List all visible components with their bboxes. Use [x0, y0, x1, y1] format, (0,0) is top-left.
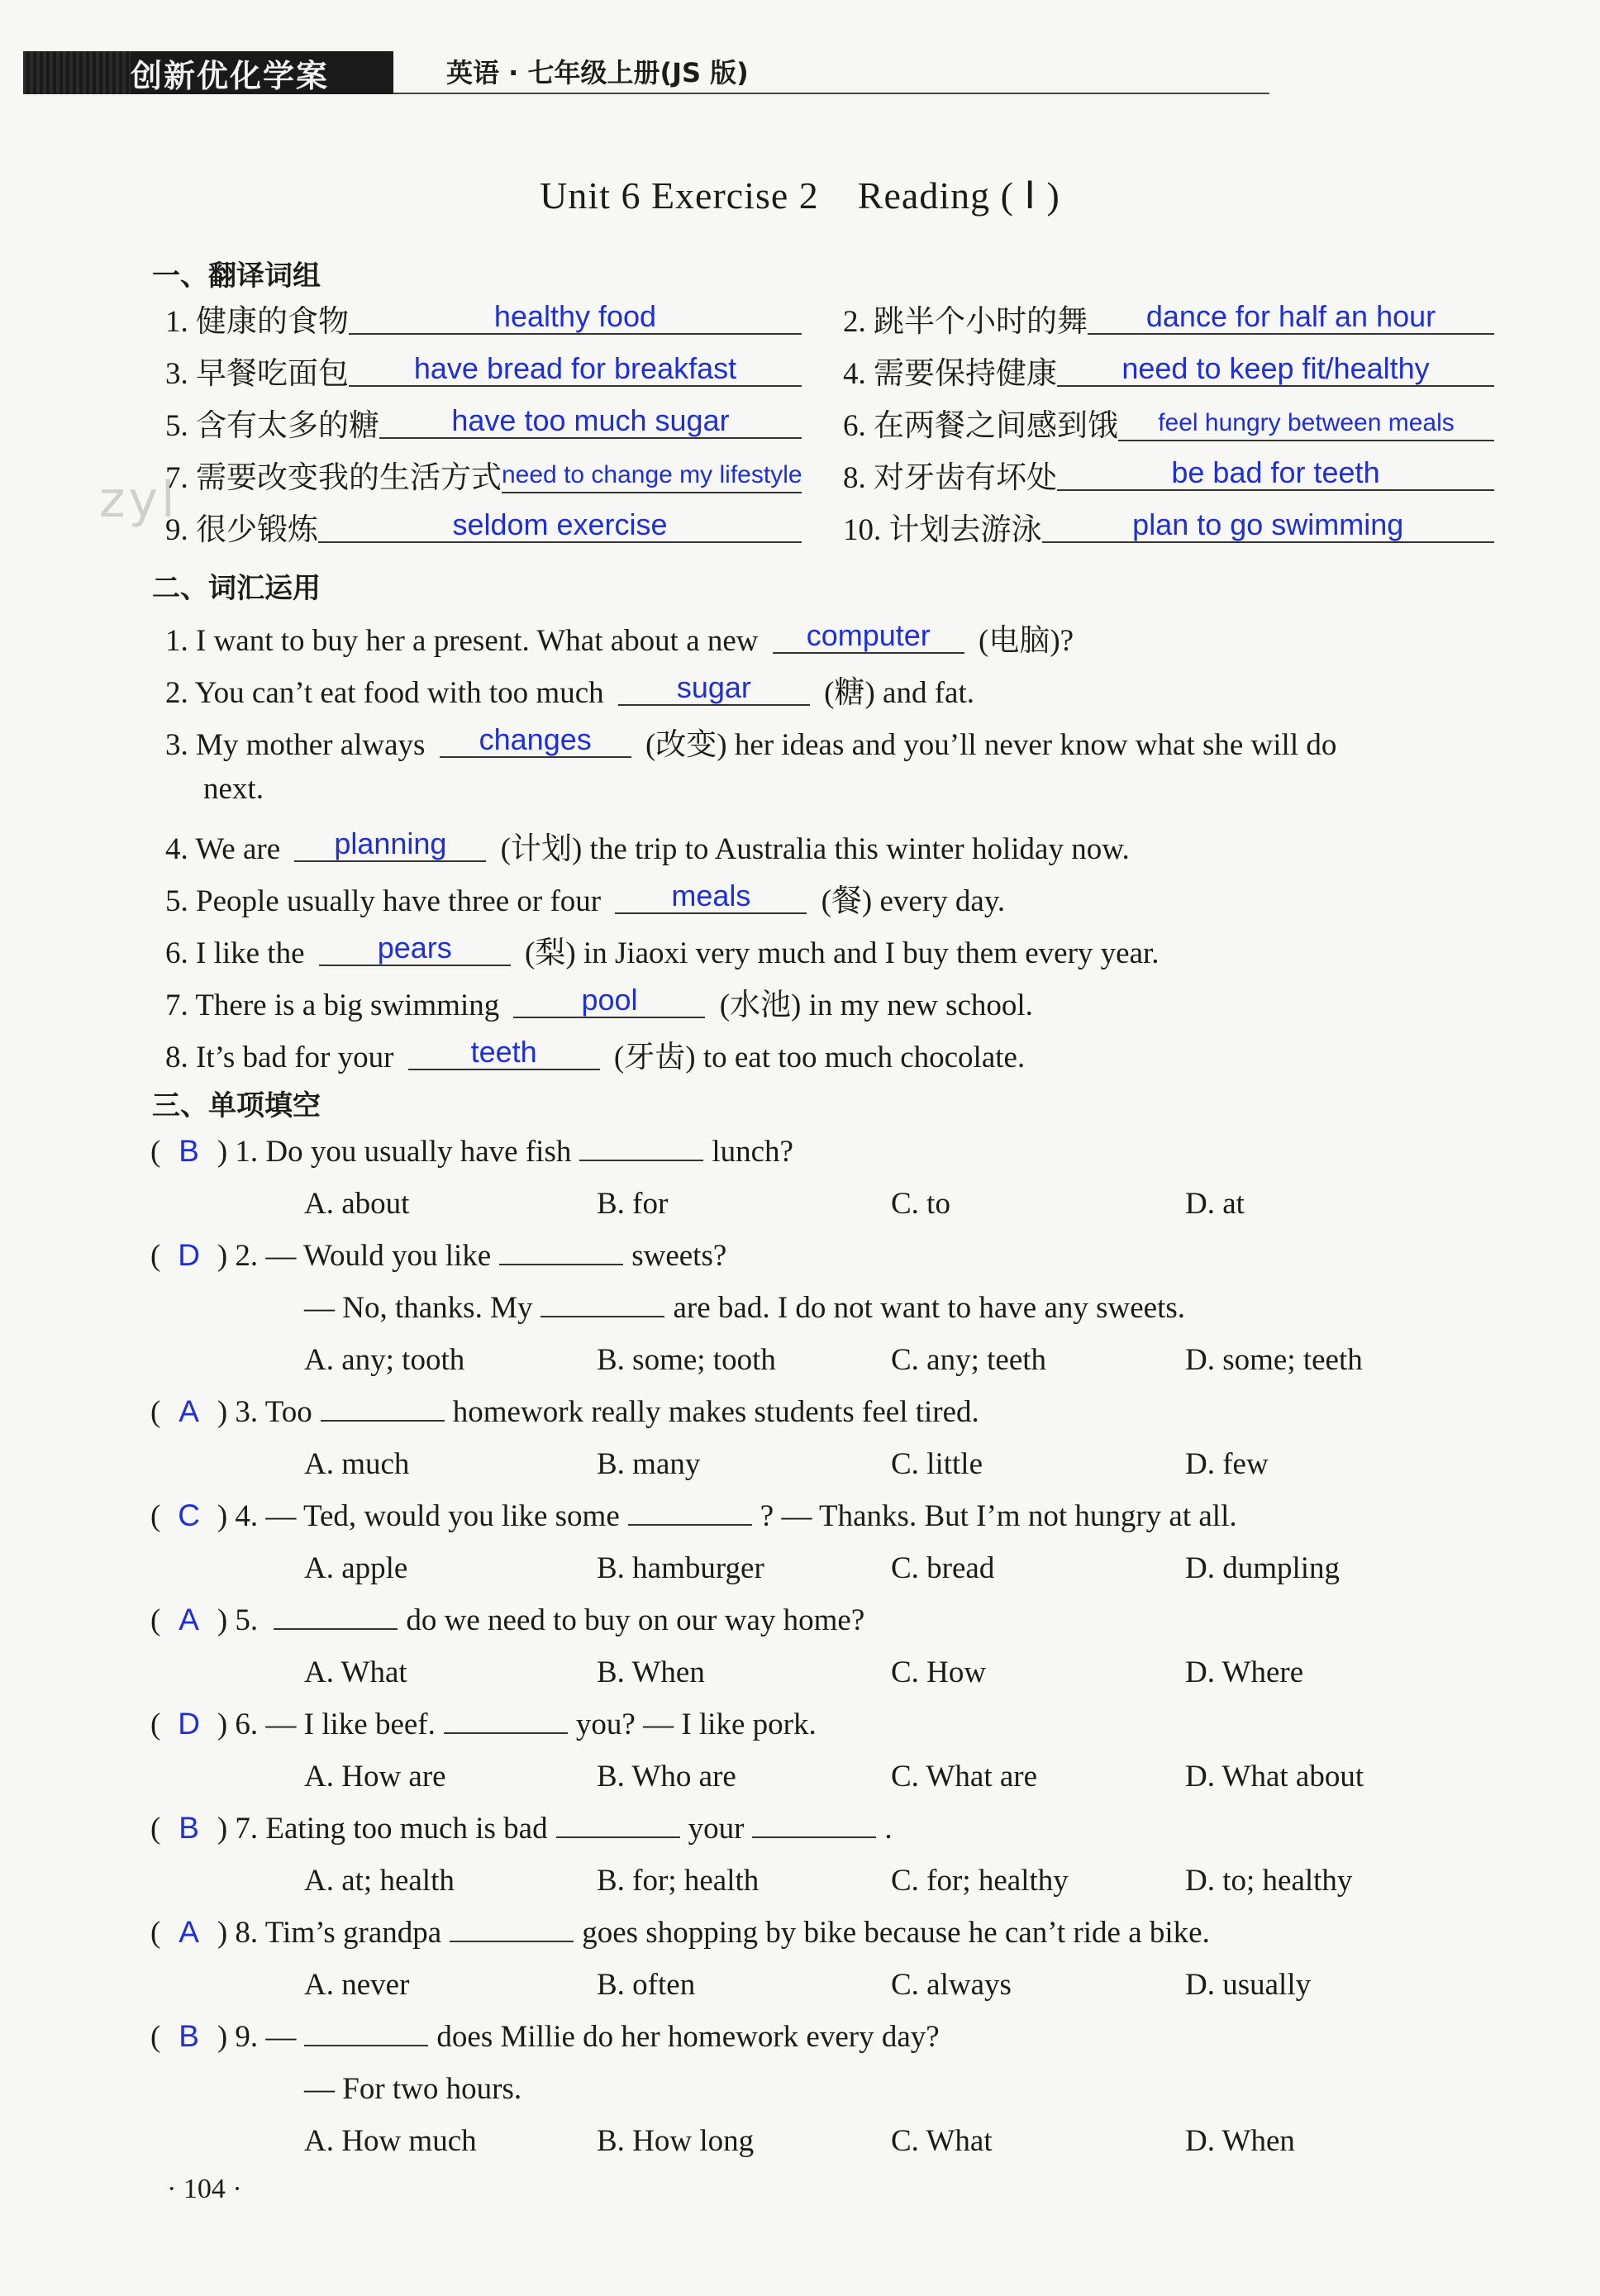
vocab-text-after: (计划) the trip to Australia this winter holiday now. [493, 832, 1130, 866]
mcq-option: B. hamburger [597, 1551, 764, 1585]
mcq-answer: D [178, 1707, 200, 1741]
mcq-option: D. dumpling [1185, 1551, 1340, 1585]
phrase-item [843, 296, 1494, 341]
mcq-option: C. How [891, 1655, 987, 1689]
mcq-option: C. to [891, 1187, 950, 1221]
mcq-question [150, 2019, 940, 2055]
answer-blank [499, 1239, 623, 1265]
vocab-text-before: next. [203, 772, 264, 806]
question-text: — [265, 2020, 297, 2054]
phrase-prompt: 2. 跳半个小时的舞 [843, 305, 1088, 339]
question-number: 5. [235, 1603, 266, 1637]
question-text: sweets? [631, 1239, 727, 1273]
subject-label: 英语 · 七年级上册(JS 版) [446, 57, 749, 88]
vocab-text-before: 5. People usually have three or four [165, 884, 609, 918]
vocab-text-before: 2. You can’t eat food with too much [165, 676, 612, 710]
mcq-option: B. How long [597, 2124, 755, 2158]
question-text: do we need to buy on our way home? [406, 1603, 865, 1637]
phrase-item [843, 504, 1494, 549]
mcq-answer: C [178, 1498, 200, 1532]
mcq-option: B. often [597, 1968, 696, 2002]
brand-banner [23, 51, 393, 94]
mcq-question [150, 1811, 893, 1846]
mcq-option: A. about [304, 1187, 410, 1221]
mcq-question [150, 1603, 864, 1638]
mcq-option: A. much [304, 1447, 410, 1481]
brand-title: 创新优化学案 [131, 57, 330, 94]
answer-blank [540, 1291, 664, 1317]
mcq-answer: B [179, 1134, 199, 1168]
mcq-option: D. What about [1185, 1760, 1364, 1793]
mcq-option: A. apple [304, 1551, 408, 1585]
phrase-prompt: 6. 在两餐之间感到饿 [843, 409, 1118, 443]
mcq-question [150, 1394, 979, 1430]
mcq-answer: B [179, 2019, 199, 2053]
mcq-option: A. What [304, 1655, 407, 1689]
mcq-option: C. any; teeth [891, 1343, 1047, 1377]
vocab-item [165, 875, 1005, 920]
phrase-prompt: 9. 很少锻炼 [165, 513, 318, 547]
question-text: does Millie do her homework every day? [436, 2020, 940, 2054]
mcq-option: B. for; health [597, 1864, 760, 1898]
vocab-text-before: 1. I want to buy her a present. What about a new [165, 624, 766, 658]
mcq-option: C. What are [891, 1760, 1038, 1793]
paren-close: ) [209, 1395, 236, 1429]
mcq-option: C. always [891, 1968, 1012, 2002]
question-text: Tim’s grandpa [264, 1916, 442, 1950]
vocab-item [165, 667, 974, 712]
question-text: — Ted, would you like some [265, 1499, 620, 1533]
mcq-option: D. some; teeth [1185, 1343, 1363, 1377]
paren-open: ( [150, 1708, 169, 1741]
mcq-option: C. for; healthy [891, 1864, 1069, 1898]
answer-blank [444, 1708, 568, 1734]
paren-open: ( [150, 1499, 169, 1533]
phrase-answer: dance for half an hour [1088, 300, 1494, 335]
banner-texture [23, 51, 131, 94]
paren-close: ) [209, 1135, 236, 1169]
mcq-option: C. bread [891, 1551, 995, 1585]
phrase-answer: need to change my lifestyle [502, 459, 802, 493]
mcq-option: A. never [304, 1968, 410, 2002]
phrase-answer: need to keep fit/healthy [1057, 352, 1494, 387]
mcq-option: D. at [1185, 1187, 1245, 1221]
phrase-item [843, 452, 1494, 497]
vocab-text-after: (电脑)? [970, 624, 1074, 658]
mcq-option: B. for [597, 1187, 669, 1221]
paren-open: ( [150, 1239, 169, 1273]
question-text: . [884, 1812, 893, 1846]
paren-close: ) [209, 1812, 236, 1846]
vocab-item [165, 1031, 1025, 1076]
phrase-item [165, 504, 802, 549]
mcq-answer: B [179, 1811, 199, 1845]
phrase-item [165, 348, 802, 393]
question-text: homework really makes students feel tired. [452, 1395, 979, 1429]
vocab-item [165, 823, 1130, 868]
watermark: zyl [99, 471, 179, 529]
phrase-answer: healthy food [349, 300, 802, 335]
question-text: — Would you like [265, 1239, 492, 1273]
phrase-answer: feel hungry between meals [1118, 407, 1494, 441]
paren-close: ) [209, 1239, 236, 1273]
mcq-question [150, 1498, 1237, 1534]
vocab-text-after: (牙齿) to eat too much chocolate. [606, 1041, 1026, 1074]
paren-open: ( [150, 1812, 169, 1846]
vocab-answer: pears [319, 931, 511, 966]
mcq-option: B. When [597, 1655, 705, 1689]
vocab-answer: changes [440, 723, 631, 758]
vocab-item [203, 771, 264, 807]
section1-heading: 一、翻译词组 [152, 260, 321, 293]
vocab-item [165, 927, 1160, 972]
question-number: 1. [235, 1135, 266, 1169]
vocab-text-after: (梨) in Jiaoxi very much and I buy them every year. [517, 936, 1160, 970]
section2-heading: 二、词汇运用 [152, 572, 321, 605]
mcq-option: B. Who are [597, 1760, 736, 1793]
vocab-answer: sugar [618, 671, 810, 706]
vocab-text-after: (改变) her ideas and you’ll never know what she will do [637, 728, 1337, 762]
vocab-item [165, 615, 1074, 660]
phrase-item [165, 296, 802, 341]
answer-blank [450, 1916, 574, 1942]
phrase-item [843, 348, 1494, 393]
paren-open: ( [150, 1395, 169, 1429]
question-text: Too [264, 1395, 312, 1429]
vocab-item [165, 719, 1336, 764]
mcq-option: D. When [1185, 2124, 1295, 2158]
question-number: 9. [235, 2020, 266, 2054]
phrase-answer: have too much sugar [379, 404, 802, 439]
mcq-option: D. Where [1185, 1655, 1304, 1689]
paren-open: ( [150, 2020, 169, 2054]
vocab-text-before: 4. We are [165, 832, 288, 866]
phrase-prompt: 7. 需要改变我的生活方式 [165, 461, 502, 495]
paren-open: ( [150, 1603, 169, 1637]
phrase-answer: have bread for breakfast [349, 352, 802, 387]
vocab-item [165, 979, 1033, 1024]
vocab-answer: teeth [408, 1036, 600, 1070]
mcq-option: A. How are [304, 1760, 446, 1793]
question-number: 3. [235, 1395, 265, 1429]
question-text: — I like beef. [265, 1708, 436, 1741]
question-text: — No, thanks. My [304, 1291, 533, 1325]
vocab-text-after: (餐) every day. [813, 884, 1006, 918]
paren-close: ) [209, 1603, 236, 1637]
answer-blank [274, 1603, 398, 1630]
phrase-prompt: 1. 健康的食物 [165, 305, 349, 339]
mcq-option: C. What [891, 2124, 993, 2158]
mcq-question [150, 1238, 726, 1274]
vocab-text-before: 7. There is a big swimming [165, 988, 507, 1022]
phrase-item [165, 452, 802, 498]
answer-blank [579, 1135, 703, 1161]
mcq-question [150, 1134, 793, 1169]
vocab-answer: computer [773, 619, 964, 654]
phrase-prompt: 10. 计划去游泳 [843, 513, 1042, 547]
mcq-answer: A [179, 1915, 199, 1949]
mcq-option: A. at; health [304, 1864, 455, 1898]
mcq-answer: A [179, 1394, 199, 1428]
page-title: Unit 6 Exercise 2 Reading ( Ⅰ ) [540, 174, 1060, 217]
section3-heading: 三、单项填空 [152, 1089, 321, 1122]
mcq-question [150, 1915, 1210, 1951]
vocab-text-after: (糖) and fat. [816, 676, 974, 710]
mcq-option: D. to; healthy [1185, 1864, 1353, 1898]
vocab-answer: pool [513, 984, 705, 1018]
header-rule [393, 93, 1269, 94]
vocab-text-before: 8. It’s bad for your [165, 1041, 402, 1074]
paren-close: ) [209, 1916, 236, 1950]
mcq-option: B. many [597, 1447, 701, 1481]
question-text: ? — Thanks. But I’m not hungry at all. [760, 1499, 1237, 1533]
question-number: 6. [235, 1708, 266, 1741]
paren-close: ) [209, 2020, 236, 2054]
page-number: · 104 · [167, 2174, 242, 2204]
mcq-option: C. little [891, 1447, 983, 1481]
vocab-answer: meals [615, 879, 807, 914]
phrase-answer: seldom exercise [318, 508, 802, 543]
mcq-option: A. How much [304, 2124, 477, 2158]
mcq-question-line2 [304, 1290, 1185, 1326]
vocab-text-before: 3. My mother always [165, 728, 433, 762]
question-number: 8. [235, 1916, 265, 1950]
paren-open: ( [150, 1135, 169, 1169]
paren-open: ( [150, 1916, 169, 1950]
question-text: are bad. I do not want to have any sweets. [673, 1291, 1186, 1325]
question-number: 7. [235, 1812, 266, 1846]
vocab-answer: planning [294, 827, 486, 862]
answer-blank [752, 1812, 876, 1838]
phrase-prompt: 8. 对牙齿有坏处 [843, 461, 1057, 495]
question-text: lunch? [712, 1135, 793, 1169]
phrase-item [843, 400, 1494, 446]
vocab-text-before: 6. I like the [165, 936, 312, 970]
mcq-option: A. any; tooth [304, 1343, 465, 1377]
paren-close: ) [209, 1708, 236, 1741]
question-text: you? — I like pork. [575, 1708, 817, 1741]
phrase-prompt: 5. 含有太多的糖 [165, 409, 379, 443]
phrase-answer: be bad for teeth [1057, 456, 1494, 491]
answer-blank [304, 2020, 428, 2046]
phrase-answer: plan to go swimming [1042, 508, 1495, 543]
mcq-option: D. usually [1185, 1968, 1312, 2002]
phrase-prompt: 3. 早餐吃面包 [165, 357, 349, 391]
mcq-answer: A [179, 1603, 199, 1636]
mcq-option: B. some; tooth [597, 1343, 776, 1377]
vocab-text-after: (水池) in my new school. [712, 988, 1033, 1022]
question-number: 2. [235, 1239, 266, 1273]
answer-blank [321, 1395, 445, 1422]
phrase-item [165, 400, 802, 445]
question-text: goes shopping by bike because he can’t ride a bike. [582, 1916, 1210, 1950]
mcq-option: D. few [1185, 1447, 1269, 1481]
question-text: Eating too much is bad [265, 1812, 548, 1846]
question-number: 4. [235, 1499, 266, 1533]
mcq-question [150, 1707, 817, 1742]
question-text: — For two hours. [304, 2072, 522, 2106]
question-text: Do you usually have fish [265, 1135, 572, 1169]
mcq-question-line2 [304, 2071, 521, 2107]
paren-close: ) [209, 1499, 236, 1533]
phrase-prompt: 4. 需要保持健康 [843, 357, 1057, 391]
question-text: your [688, 1812, 745, 1846]
answer-blank [556, 1812, 680, 1838]
answer-blank [628, 1499, 752, 1526]
mcq-answer: D [178, 1238, 200, 1272]
